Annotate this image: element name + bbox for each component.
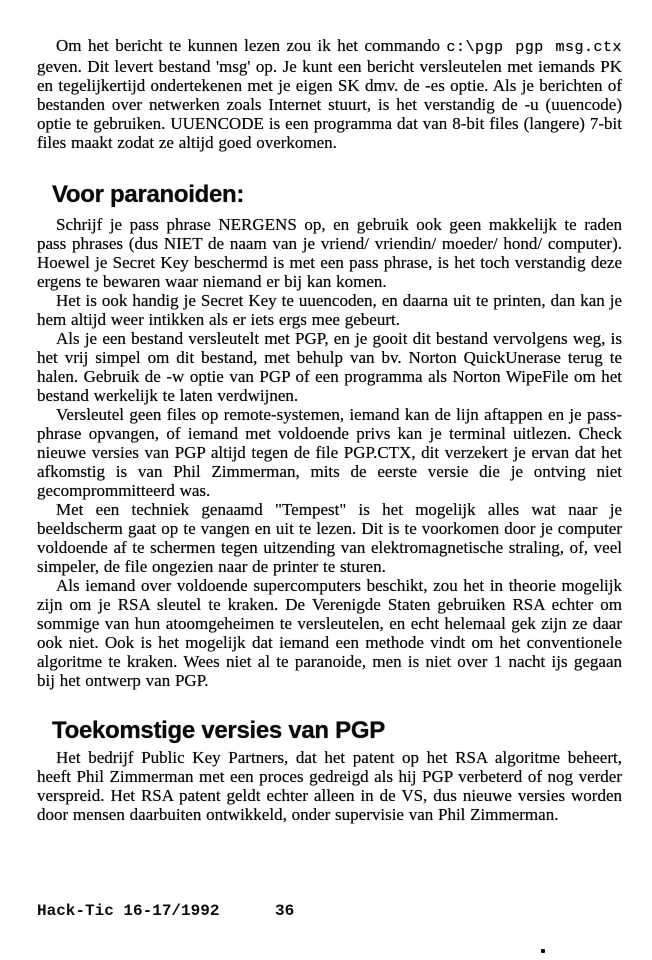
- paragraph-supercomputers: Als iemand over voldoende supercomputers beschikt, zou het in theorie mogelijk zijn om je RSA sleutel te kraken. De Verenigde Staten gebruiken RSA echter om sommige van hun atoomgeheimen te versleutelen, en echt helemaal gek zijn ze daar ook niet. Ook is het mogelijk dat iemand een methode vindt om het conventionele algoritme te kraken. Wees niet al te paranoide, men is niet over 1 nacht ijs gegaan bij het ontwerp van PGP.: [37, 576, 622, 690]
- paragraph-public-key-partners: Het bedrijf Public Key Partners, dat het patent op het RSA algoritme beheert, heeft Phil Zimmerman met een proces gedreigd als hij PGP verbeterd of nog verder verspreid. Het RSA patent geldt echter alleen in de VS, dus nieuwe versies worden door mensen daarbuiten ontwikkeld, onder supervisie van Phil Zimmerman.: [37, 748, 622, 824]
- paragraph-tempest: Met een techniek genaamd "Tempest" is het mogelijk alles wat naar je beeldscherm gaat op te vangen en uit te lezen. Dit is te voorkomen door je computer voldoende af te schermen tegen uitzending van elektromagnetische straling, of, veel simpeler, de file ongezien naar de printer te sturen.: [37, 500, 622, 576]
- paragraph-pass-phrase: Schrijf je pass phrase NERGENS op, en gebruik ook geen makkelijk te raden pass phrases (dus NIET de naam van je vriend/ vriendin/ moeder/ hond/ computer). Hoewel je Secret Key beschermd is met een pass phrase, is het toch verstandig deze ergens te bewaren waar niemand er bij kan komen.: [37, 215, 622, 291]
- paragraph-uuencode-secret-key: Het is ook handig je Secret Key te uuencoden, en daarna uit te printen, dan kan je hem altijd weer intikken als er iets ergs mee gebeurt.: [37, 291, 622, 329]
- intro-text-after-command: geven. Dit levert bestand 'msg' op. Je kunt een bericht versleutelen met iemands PK en tegelijkertijd ondertekenen met je eigen SK dmv. de -es optie. Als je berichten of bestanden over netwerken zoals Internet stuurt, is het verstandig de -u (uuencode) optie te gebruiken. UUENCODE is een programma dat van 8-bit files (langere) 7-bit files maakt zodat ze altijd goed overkomen.: [37, 57, 622, 152]
- scan-artifact-dot: [541, 949, 545, 953]
- page-footer: [37, 902, 622, 920]
- paragraph-intro: [37, 36, 622, 152]
- section-heading-toekomstige-versies: Toekomstige versies van PGP: [52, 717, 385, 744]
- paragraph-wipe-file: Als je een bestand versleutelt met PGP, en je gooit dit bestand vervolgens weg, is het vrij simpel om dit bestand, met behulp van bv. Norton QuickUnerase terug te halen. Gebruik de -w optie van PGP of een programma als Norton WipeFile om het bestand werkelijk te laten verdwijnen.: [37, 329, 622, 405]
- journal-issue-label: Hack-Tic 16-17/1992: [37, 902, 220, 920]
- pgp-command-text: c:\pgp pgp msg.ctx: [446, 39, 623, 56]
- paragraph-remote-systems: Versleutel geen files op remote-systemen, iemand kan de lijn aftappen en je pass-phrase opvangen, of iemand met voldoende privs kan je terminal uitlezen. Check nieuwe versies van PGP altijd tegen de file PGP.CTX, dit verzekert je ervan dat het afkomstig is van Phil Zimmerman, mits de eerste versie die je ontving niet gecomprommitteerd was.: [37, 405, 622, 500]
- page-number: 36: [275, 902, 295, 920]
- intro-text-before-command: Om het bericht te kunnen lezen zou ik het commando: [56, 36, 447, 55]
- text-column: [37, 36, 622, 824]
- section-heading-voor-paranoiden: Voor paranoiden:: [52, 181, 245, 208]
